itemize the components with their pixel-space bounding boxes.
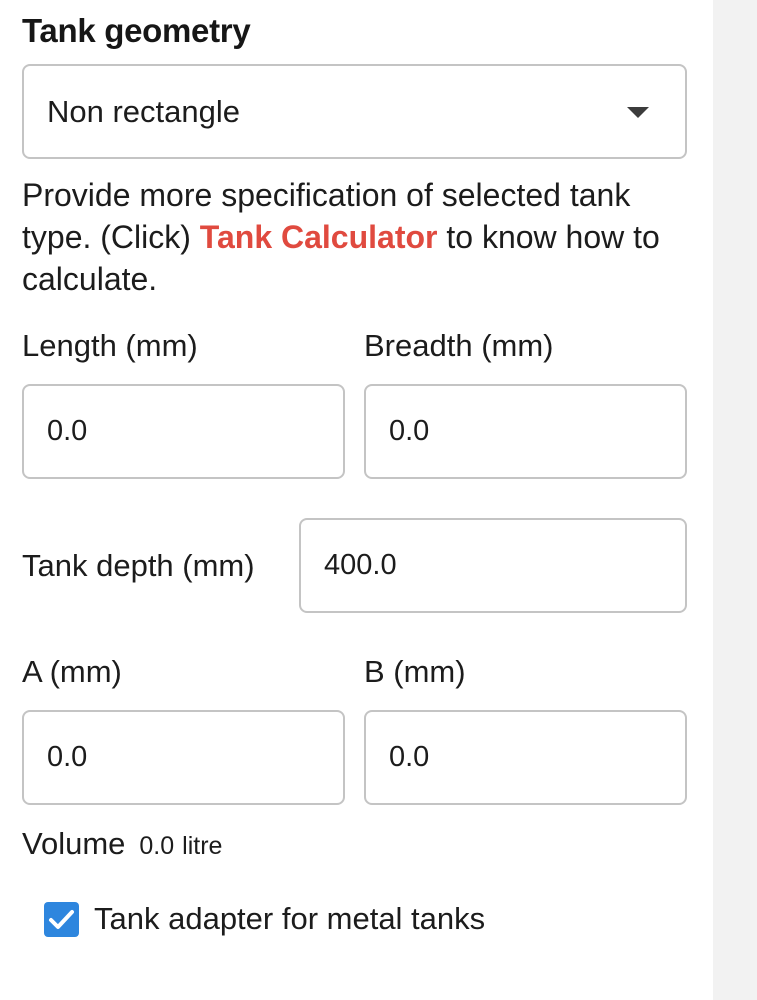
help-text xyxy=(22,174,692,300)
section-title: Tank geometry xyxy=(22,12,251,49)
b-label: B (mm) xyxy=(364,654,466,689)
tank-calculator-link[interactable]: Tank Calculator xyxy=(199,219,438,255)
breadth-field[interactable] xyxy=(364,384,687,479)
breadth-label: Breadth (mm) xyxy=(364,328,554,363)
a-label: A (mm) xyxy=(22,654,122,689)
tank-depth-label: Tank depth (mm) xyxy=(22,548,255,583)
volume-row xyxy=(22,826,222,862)
tank-geometry-select[interactable] xyxy=(22,64,687,159)
volume-unit: litre xyxy=(182,832,223,860)
b-field[interactable] xyxy=(364,710,687,805)
volume-label: Volume xyxy=(22,826,126,861)
tank-depth-field[interactable] xyxy=(299,518,687,613)
tank-adapter-label: Tank adapter for metal tanks xyxy=(94,901,486,936)
a-field[interactable] xyxy=(22,710,345,805)
help-text-before: Provide more specification of selected tank type. (Click) xyxy=(22,177,631,255)
tank-depth-input[interactable] xyxy=(324,520,678,611)
help-text-after: to know how to calculate. xyxy=(22,219,660,297)
a-input[interactable] xyxy=(47,712,336,803)
chevron-down-icon xyxy=(627,107,649,118)
length-input[interactable] xyxy=(47,386,336,477)
select-value: Non rectangle xyxy=(47,94,241,129)
length-field[interactable] xyxy=(22,384,345,479)
b-input[interactable] xyxy=(389,712,678,803)
length-label: Length (mm) xyxy=(22,328,198,363)
breadth-input[interactable] xyxy=(389,386,678,477)
tank-adapter-checkbox[interactable] xyxy=(44,902,79,937)
checkmark-icon xyxy=(48,907,75,932)
volume-value: 0.0 xyxy=(139,832,175,860)
